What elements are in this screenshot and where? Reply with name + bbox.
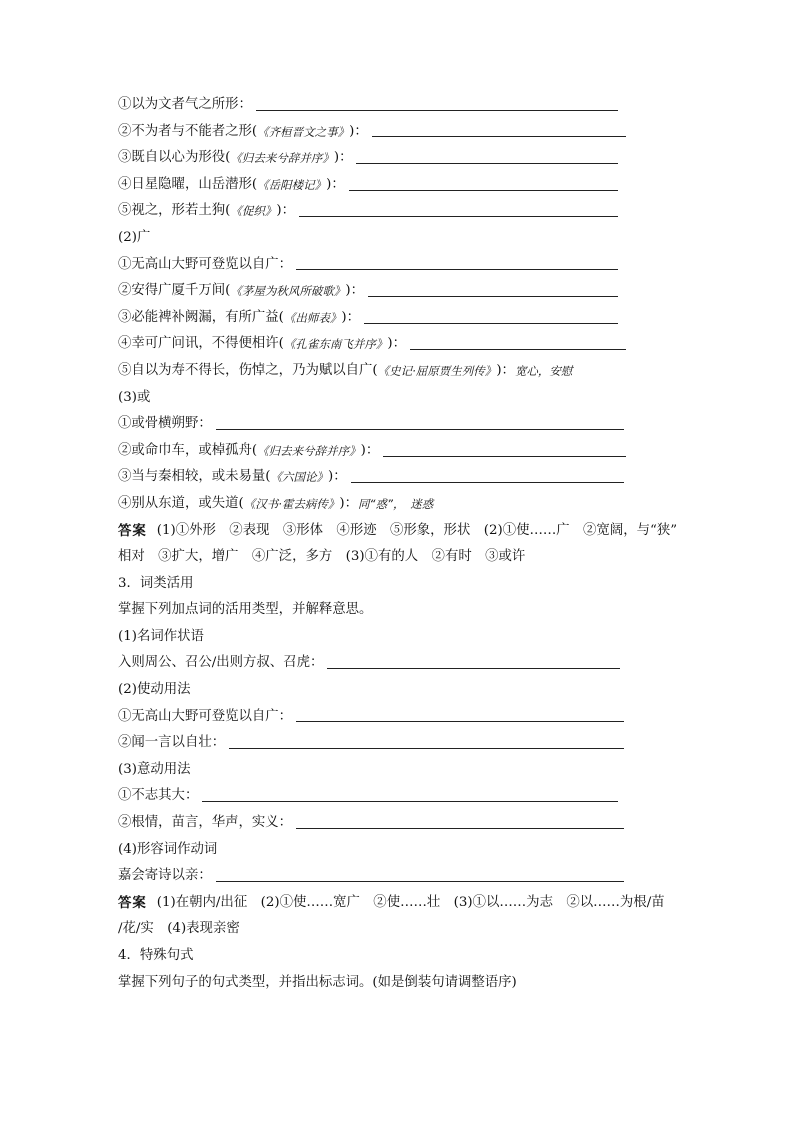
- line-tail: )：: [360, 442, 380, 458]
- exercise-line: [118, 331, 688, 358]
- exercise-line: [118, 438, 688, 465]
- exercise-line: [118, 411, 688, 438]
- answer-blank[interactable]: [351, 482, 624, 483]
- answer-blank[interactable]: [327, 668, 620, 669]
- source-title: 《孔雀东南飞并序》: [283, 337, 388, 352]
- source-title: 《六国论》: [270, 470, 329, 485]
- answer-blank[interactable]: [296, 828, 624, 829]
- answer-blank[interactable]: [216, 429, 624, 430]
- section-heading: [118, 225, 688, 252]
- line-text: ③既自以心为形役(: [118, 150, 231, 166]
- answer-blank[interactable]: [383, 456, 626, 457]
- line-text: ①或骨横朔野：: [118, 416, 212, 432]
- exercise-line: [118, 810, 688, 837]
- exercise-line: [118, 119, 688, 146]
- answer-blank[interactable]: [364, 323, 618, 324]
- answer-line: [118, 518, 688, 545]
- line-text: (2)广: [118, 229, 151, 245]
- inline-answer: 同“惑”， 迷惑: [358, 496, 434, 511]
- exercise-line: [118, 92, 688, 119]
- exercise-line: [118, 544, 688, 571]
- line-text: ②或命巾车，或棹孤舟(: [118, 442, 258, 458]
- line-text: ①无高山大野可登览以自广：: [118, 256, 293, 272]
- line-text: ①不志其大：: [118, 788, 199, 804]
- source-title: 《出师表》: [283, 310, 342, 325]
- line-tail: )：: [341, 309, 361, 325]
- line-tail: )：: [345, 283, 364, 299]
- line-text: (2)使动用法: [118, 682, 191, 698]
- line-text: ④别从东道，或失道(: [118, 495, 244, 511]
- line-text: 3．词类活用: [118, 575, 194, 591]
- line-text: 相对 ③扩大，增广 ④广泛，多方 (3)①有的人 ②有时 ③或许: [118, 549, 526, 565]
- line-tail: )：: [496, 362, 515, 378]
- answer-blank[interactable]: [410, 349, 626, 350]
- line-tail: )：: [326, 176, 345, 192]
- answer-blank[interactable]: [299, 216, 618, 217]
- line-tail: )：: [387, 336, 407, 352]
- line-text: 入则周公、召公/出则方叔、召虎：: [118, 655, 324, 671]
- line-text: (3)意动用法: [118, 761, 191, 777]
- answer-blank[interactable]: [202, 801, 618, 802]
- line-text: ④日星隐曜，山岳潜形(: [118, 176, 258, 192]
- exercise-line: [118, 305, 688, 332]
- line-text: ②不为者与不能者之形(: [118, 123, 258, 139]
- section-heading: [118, 385, 688, 412]
- inline-answer: 宽心，安慰: [514, 363, 573, 378]
- section-heading: [118, 837, 688, 864]
- source-title: 《岳阳楼记》: [257, 177, 327, 192]
- answer-blank[interactable]: [296, 721, 624, 722]
- exercise-line: [118, 252, 688, 279]
- line-text: (1)名词作状语: [118, 628, 204, 644]
- answer-blank[interactable]: [368, 296, 618, 297]
- line-text: ①以为文者气之所形：: [118, 97, 252, 112]
- line-tail: )：: [328, 469, 347, 485]
- line-text: ①无高山大野可登览以自广：: [118, 708, 293, 724]
- exercise-line: [118, 650, 688, 677]
- source-title: 《汉书·霍去病传》: [243, 496, 340, 511]
- answer-label: 答案: [118, 894, 147, 911]
- answer-line: [118, 890, 688, 917]
- exercise-line: [118, 464, 688, 491]
- answer-blank[interactable]: [296, 269, 618, 270]
- line-text: (4)形容词作动词: [118, 841, 218, 857]
- line-text: (3)或: [118, 389, 151, 405]
- line-text: 掌握下列句子的句式类型，并指出标志词。(如是倒装句请调整语序): [118, 974, 517, 990]
- answer-blank[interactable]: [372, 136, 626, 137]
- answer-blank[interactable]: [356, 163, 618, 164]
- section-heading: [118, 677, 688, 704]
- exercise-line: [118, 916, 688, 943]
- line-text: (1)在朝内/出征 (2)①使……宽广 ②使……壮 (3)①以……为志 ②以……为根/苗: [156, 894, 665, 910]
- answer-blank[interactable]: [256, 110, 618, 111]
- source-title: 《促织》: [230, 204, 277, 219]
- exercise-line: [118, 704, 688, 731]
- line-text: ②闻一言以自壮：: [118, 735, 226, 751]
- answer-blank[interactable]: [349, 190, 618, 191]
- line-text: ⑤视之，形若土狗(: [118, 203, 231, 219]
- line-tail: )：: [339, 495, 359, 511]
- source-title: 《茅屋为秋风所破歌》: [230, 284, 346, 299]
- exercise-line: [118, 730, 688, 757]
- exercise-line: [118, 278, 688, 305]
- line-text: (1)①外形 ②表现 ③形体 ④形迹 ⑤形象，形状 (2)①使……广 ②宽阔，与“狭”: [156, 522, 678, 538]
- line-text: ②根情，苗言，华声，实义：: [118, 815, 293, 831]
- source-title: 《归去来兮辞并序》: [230, 151, 334, 166]
- line-text: ③当与秦相较，或未易量(: [118, 469, 271, 485]
- line-text: 嘉会寄诗以亲：: [118, 868, 212, 884]
- line-tail: )：: [276, 203, 295, 219]
- answer-label: 答案: [118, 522, 147, 539]
- line-text: ④幸可广问讯，不得便相许(: [118, 336, 284, 352]
- answer-blank[interactable]: [229, 748, 624, 749]
- exercise-line: [118, 863, 688, 890]
- exercise-line: [118, 491, 688, 518]
- line-text: 掌握下列加点词的活用类型，并解释意思。: [118, 602, 373, 618]
- exercise-line: [118, 358, 688, 385]
- source-title: 《齐桓晋文之事》: [257, 124, 350, 139]
- exercise-line: [118, 597, 688, 624]
- line-text: 4．特殊句式: [118, 948, 194, 963]
- document-body: [118, 92, 688, 996]
- line-text: ⑤自以为寿不得长，伤悼之，乃为赋以自广(: [118, 362, 378, 378]
- line-text: /花/实 (4)表现亲密: [118, 921, 240, 937]
- exercise-line: [118, 172, 688, 199]
- answer-blank[interactable]: [216, 881, 624, 882]
- source-title: 《归去来兮辞并序》: [257, 443, 361, 458]
- section-heading: [118, 571, 688, 598]
- exercise-line: [118, 783, 688, 810]
- line-tail: )：: [333, 150, 353, 166]
- exercise-line: [118, 145, 688, 172]
- exercise-line: [118, 198, 688, 225]
- line-text: ③必能裨补阙漏，有所广益(: [118, 309, 284, 325]
- line-text: ②安得广厦千万间(: [118, 283, 231, 299]
- line-tail: )：: [349, 123, 368, 139]
- source-title: 《史记·屈原贾生列传》: [377, 363, 497, 378]
- section-heading: [118, 943, 688, 970]
- exercise-line: [118, 970, 688, 997]
- section-heading: [118, 624, 688, 651]
- section-heading: [118, 757, 688, 784]
